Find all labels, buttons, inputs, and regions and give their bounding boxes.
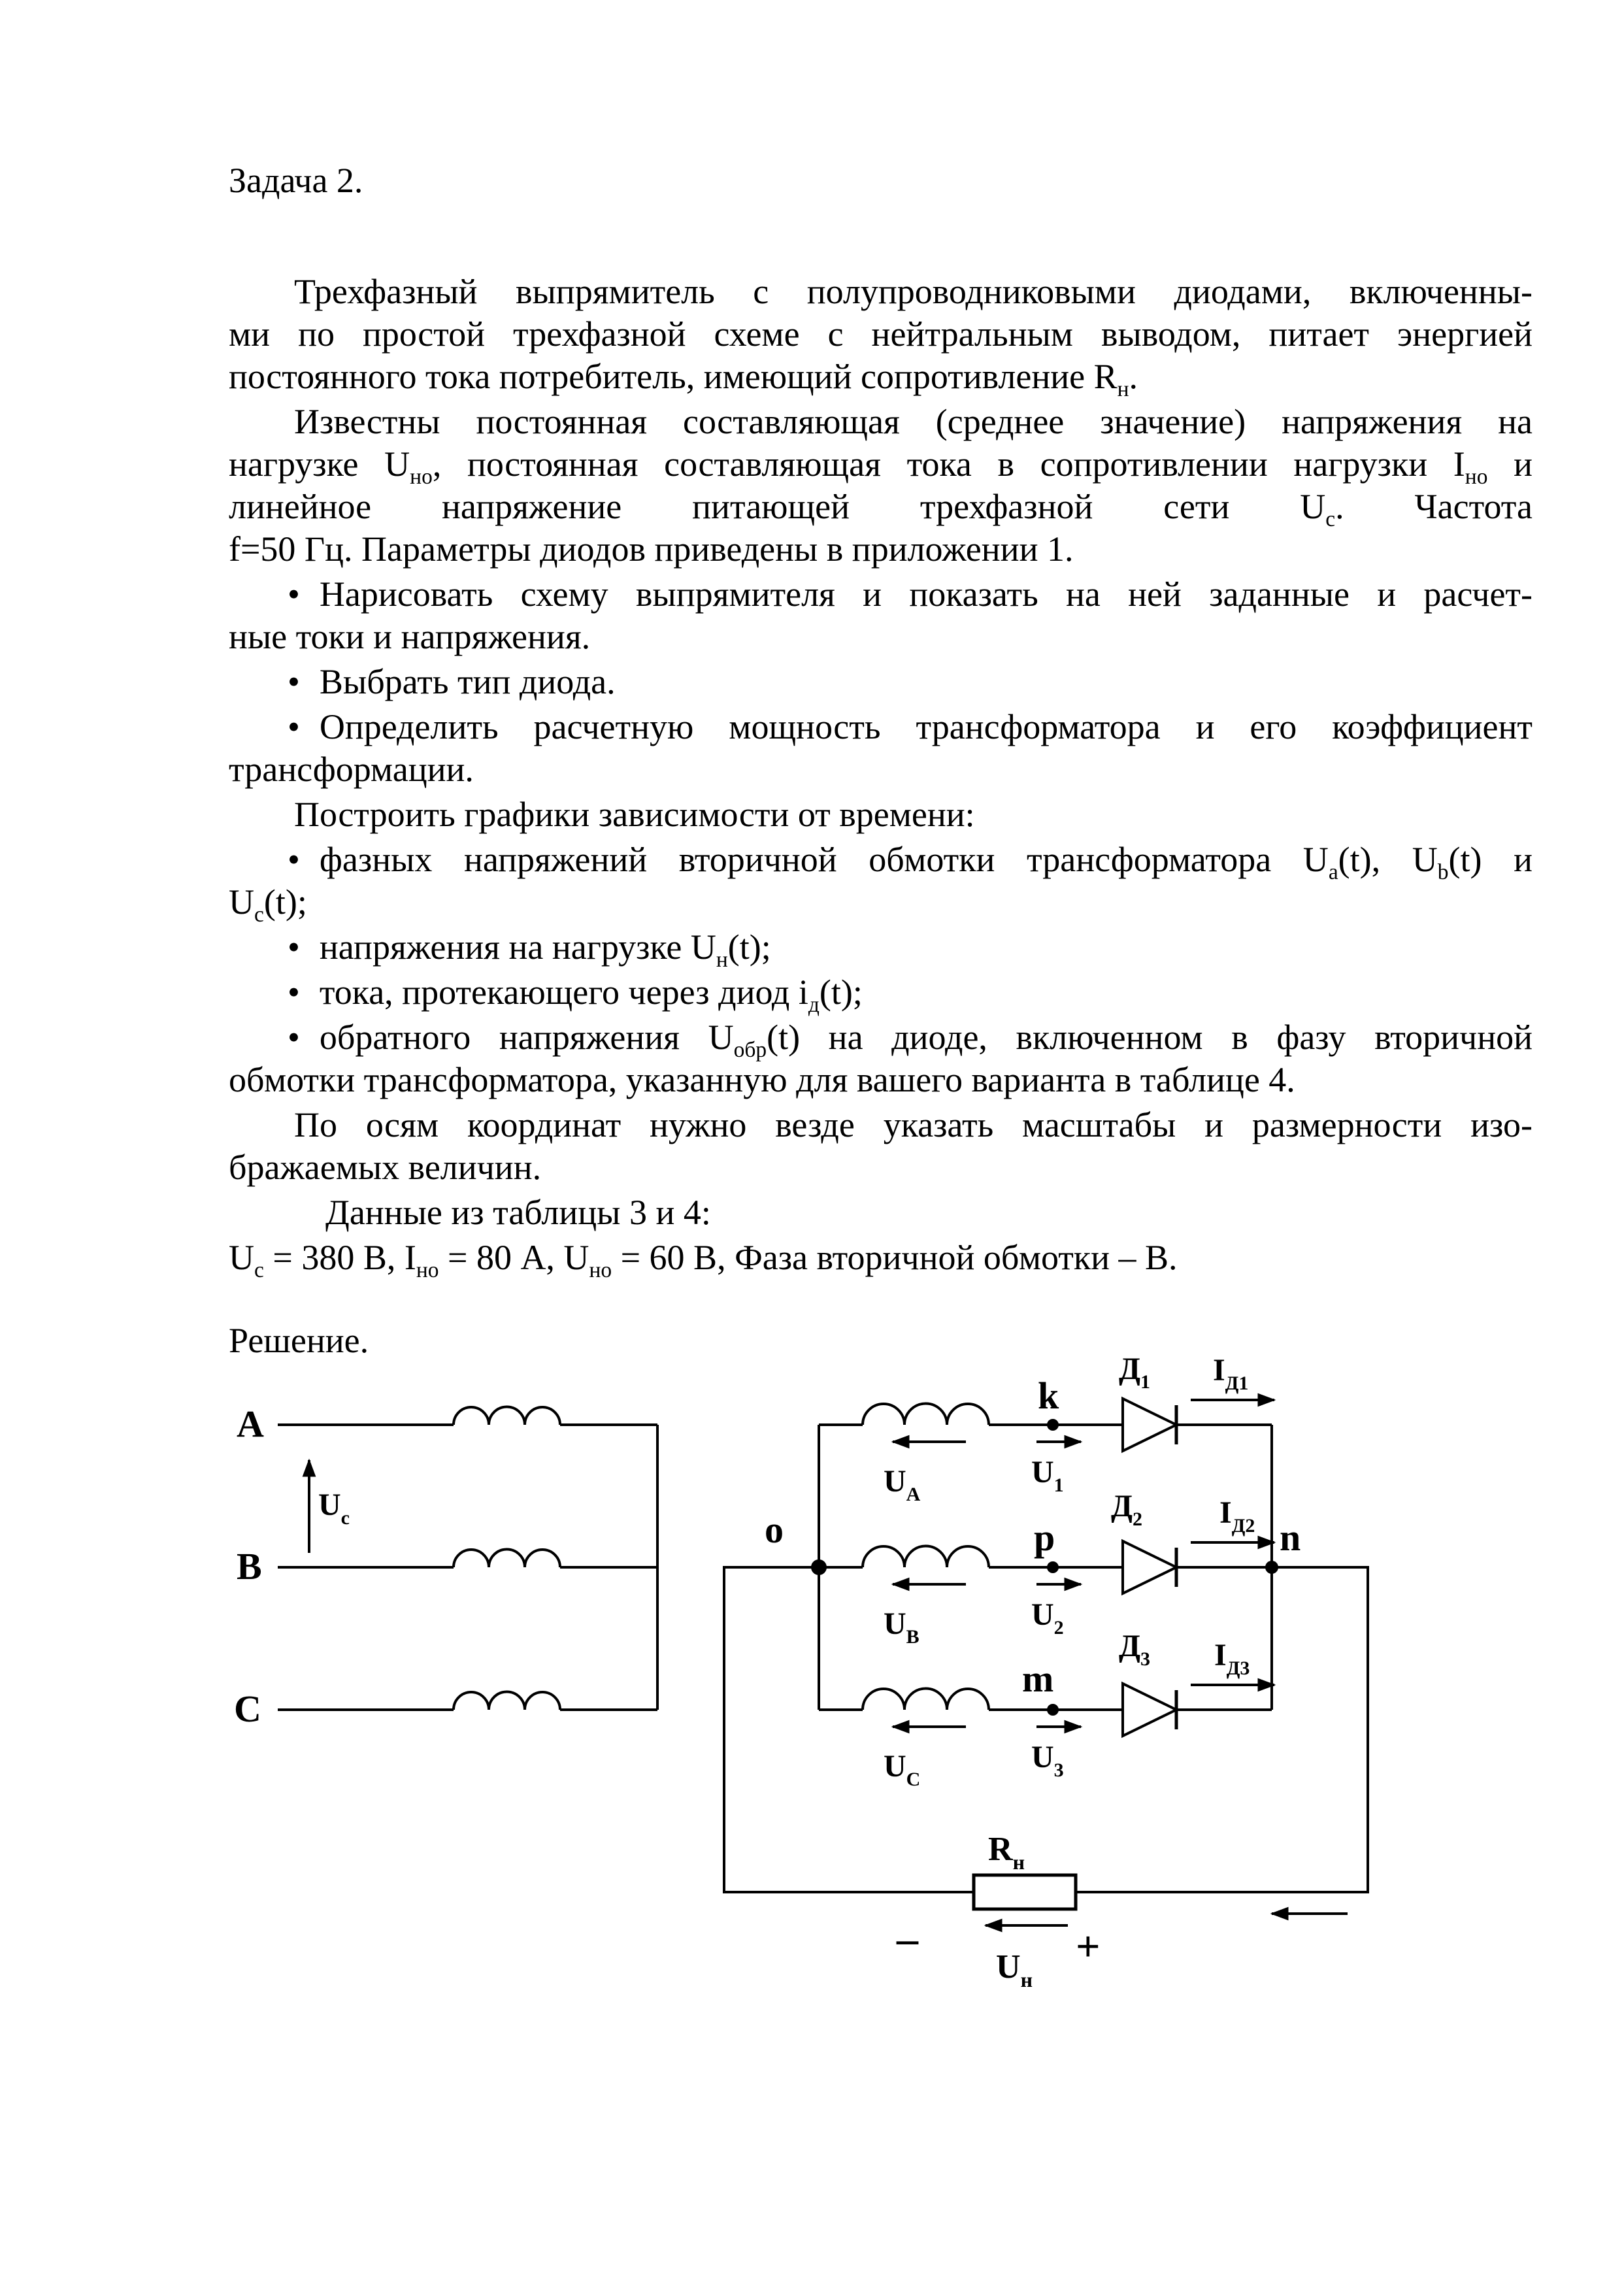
label-node-o: o bbox=[765, 1508, 784, 1551]
bullet-item bbox=[229, 1016, 1533, 1101]
primary-winding-wires bbox=[278, 1407, 657, 1710]
label-id3: $I_{Д3}$ bbox=[1214, 1638, 1250, 1679]
diodes bbox=[1123, 1399, 1176, 1736]
text-line: ми по простой трехфазной схеме с нейтральным выводом, питает энергией bbox=[229, 314, 1533, 354]
text-line: Данные из таблицы 3 и 4: bbox=[325, 1193, 711, 1232]
label-d1: $Д_1$ bbox=[1119, 1352, 1151, 1393]
text-line: Решение. bbox=[229, 1321, 369, 1360]
label-minus: – bbox=[897, 1915, 918, 1963]
label-u3: $U_3$ bbox=[1031, 1740, 1064, 1781]
text-line: обмотки трансформатора, указанную для вашего варианта в таблице 4. bbox=[229, 1060, 1295, 1099]
text-line: f=50 Гц. Параметры диодов приведены в приложении 1. bbox=[229, 529, 1074, 569]
bullet-item bbox=[229, 706, 1533, 791]
label-plus: + bbox=[1076, 1923, 1101, 1971]
label-d3: $Д_3$ bbox=[1119, 1629, 1151, 1670]
node-n-dot bbox=[1265, 1561, 1278, 1574]
diode-d2 bbox=[1123, 1541, 1176, 1593]
text-line: трансформации. bbox=[229, 750, 474, 789]
label-u-load: $U_н$ bbox=[996, 1948, 1033, 1991]
bullet-icon: • bbox=[288, 973, 300, 1012]
label-u2: $U_2$ bbox=[1031, 1597, 1064, 1639]
bullet-item bbox=[229, 926, 1533, 972]
label-phase-c: C bbox=[234, 1688, 261, 1730]
paragraph bbox=[229, 1191, 1533, 1234]
bullet-icon: • bbox=[288, 707, 300, 746]
label-uc: $U_C$ bbox=[884, 1749, 921, 1790]
bullet-item bbox=[229, 661, 1533, 703]
label-d2: $Д_2$ bbox=[1111, 1489, 1143, 1530]
node-m-dot bbox=[1047, 1704, 1059, 1716]
text-line: линейное напряжение питающей трехфазной сети $U_c$. Частота bbox=[229, 487, 1533, 531]
text-line: • Нарисовать схему выпрямителя и показать на ней заданные и расчет- bbox=[288, 574, 1533, 614]
label-phase-b: B bbox=[237, 1545, 262, 1588]
label-id2: $I_{Д2}$ bbox=[1219, 1495, 1255, 1537]
paragraph bbox=[229, 793, 1533, 836]
node-k-dot bbox=[1047, 1419, 1059, 1431]
label-node-n: n bbox=[1280, 1516, 1301, 1559]
text-line: Трехфазный выпрямитель с полупроводниковыми диодами, включенны- bbox=[294, 272, 1533, 311]
coil-secondary-a bbox=[863, 1404, 989, 1425]
text-line: Задача 2. bbox=[229, 161, 363, 200]
text-line: • Выбрать тип диода. bbox=[288, 662, 616, 701]
label-id1: $I_{Д1}$ bbox=[1213, 1353, 1249, 1394]
text-line: По осям координат нужно везде указать масштабы и размерности изо- bbox=[294, 1105, 1533, 1144]
document-text bbox=[229, 0, 1533, 1365]
bullet-icon: • bbox=[288, 840, 300, 879]
paragraph bbox=[229, 271, 1533, 401]
diode-d1 bbox=[1123, 1399, 1176, 1451]
load-resistor bbox=[974, 1875, 1076, 1909]
bullet-icon: • bbox=[288, 927, 300, 967]
text-line: $U_c(t)$; bbox=[229, 882, 307, 927]
text-line: ные токи и напряжения. bbox=[229, 617, 591, 656]
circuit-labels bbox=[234, 1352, 1301, 1991]
bullet-icon: • bbox=[288, 574, 300, 614]
label-u1: $U_1$ bbox=[1031, 1455, 1064, 1496]
coil-secondary-c bbox=[863, 1689, 989, 1710]
label-node-p: p bbox=[1034, 1516, 1055, 1559]
label-u-line: $U_c$ bbox=[318, 1488, 350, 1529]
label-ua: $U_A$ bbox=[884, 1464, 921, 1505]
coil-secondary-b bbox=[863, 1546, 989, 1568]
label-node-m: m bbox=[1022, 1657, 1054, 1700]
text-line: • фазных напряжений вторичной обмотки трансформатора $U_a(t)$, $U_b(t)$ и bbox=[288, 840, 1533, 884]
problem-title bbox=[229, 159, 1533, 202]
paragraph bbox=[229, 401, 1533, 571]
node-p-dot bbox=[1047, 1561, 1059, 1573]
text-line: Построить графики зависимости от времени: bbox=[294, 795, 975, 834]
coil-primary-c bbox=[454, 1692, 560, 1710]
text-line: $U_c = 380$ В, $I_{но} = 80$ А, $U_{но} = 60$ В, Фаза вторичной обмотки – В. bbox=[229, 1238, 1178, 1282]
node-o-dot bbox=[811, 1559, 827, 1575]
bullet-icon: • bbox=[288, 662, 300, 701]
bullet-icon: • bbox=[288, 1018, 300, 1057]
text-line: постоянного тока потребитель, имеющий сопротивление $R_н$. bbox=[229, 357, 1138, 401]
text-line: • обратного напряжения $U_{обр}(t)$ на диоде, включенном в фазу вторичной bbox=[288, 1018, 1533, 1062]
label-r-load: $R_н$ bbox=[988, 1831, 1025, 1874]
text-line: Известны постоянная составляющая (среднее значение) напряжения на bbox=[294, 402, 1533, 441]
label-node-k: k bbox=[1038, 1374, 1059, 1417]
text-line: бражаемых величин. bbox=[229, 1148, 542, 1187]
paragraph bbox=[229, 1104, 1533, 1189]
bullet-item bbox=[229, 573, 1533, 658]
text-line: • напряжения на нагрузке $U_н(t)$; bbox=[288, 927, 771, 972]
bullet-item bbox=[229, 971, 1533, 1017]
text-line: нагрузке $U_{но}$, постоянная составляющая тока в сопротивлении нагрузки $I_{но}$ и bbox=[229, 444, 1533, 489]
coil-primary-a bbox=[454, 1407, 560, 1425]
data-line bbox=[229, 1237, 1533, 1282]
diode-d3 bbox=[1123, 1684, 1176, 1736]
text-line: • Определить расчетную мощность трансформатора и его коэффициент bbox=[288, 707, 1533, 746]
rectifier-circuit-diagram bbox=[216, 1333, 1405, 2026]
bullet-item bbox=[229, 839, 1533, 927]
label-ub: $U_B$ bbox=[884, 1606, 920, 1648]
label-phase-a: A bbox=[237, 1403, 264, 1445]
text-line: • тока, протекающего через диод $i_д(t)$; bbox=[288, 973, 863, 1017]
coil-primary-b bbox=[454, 1550, 560, 1568]
